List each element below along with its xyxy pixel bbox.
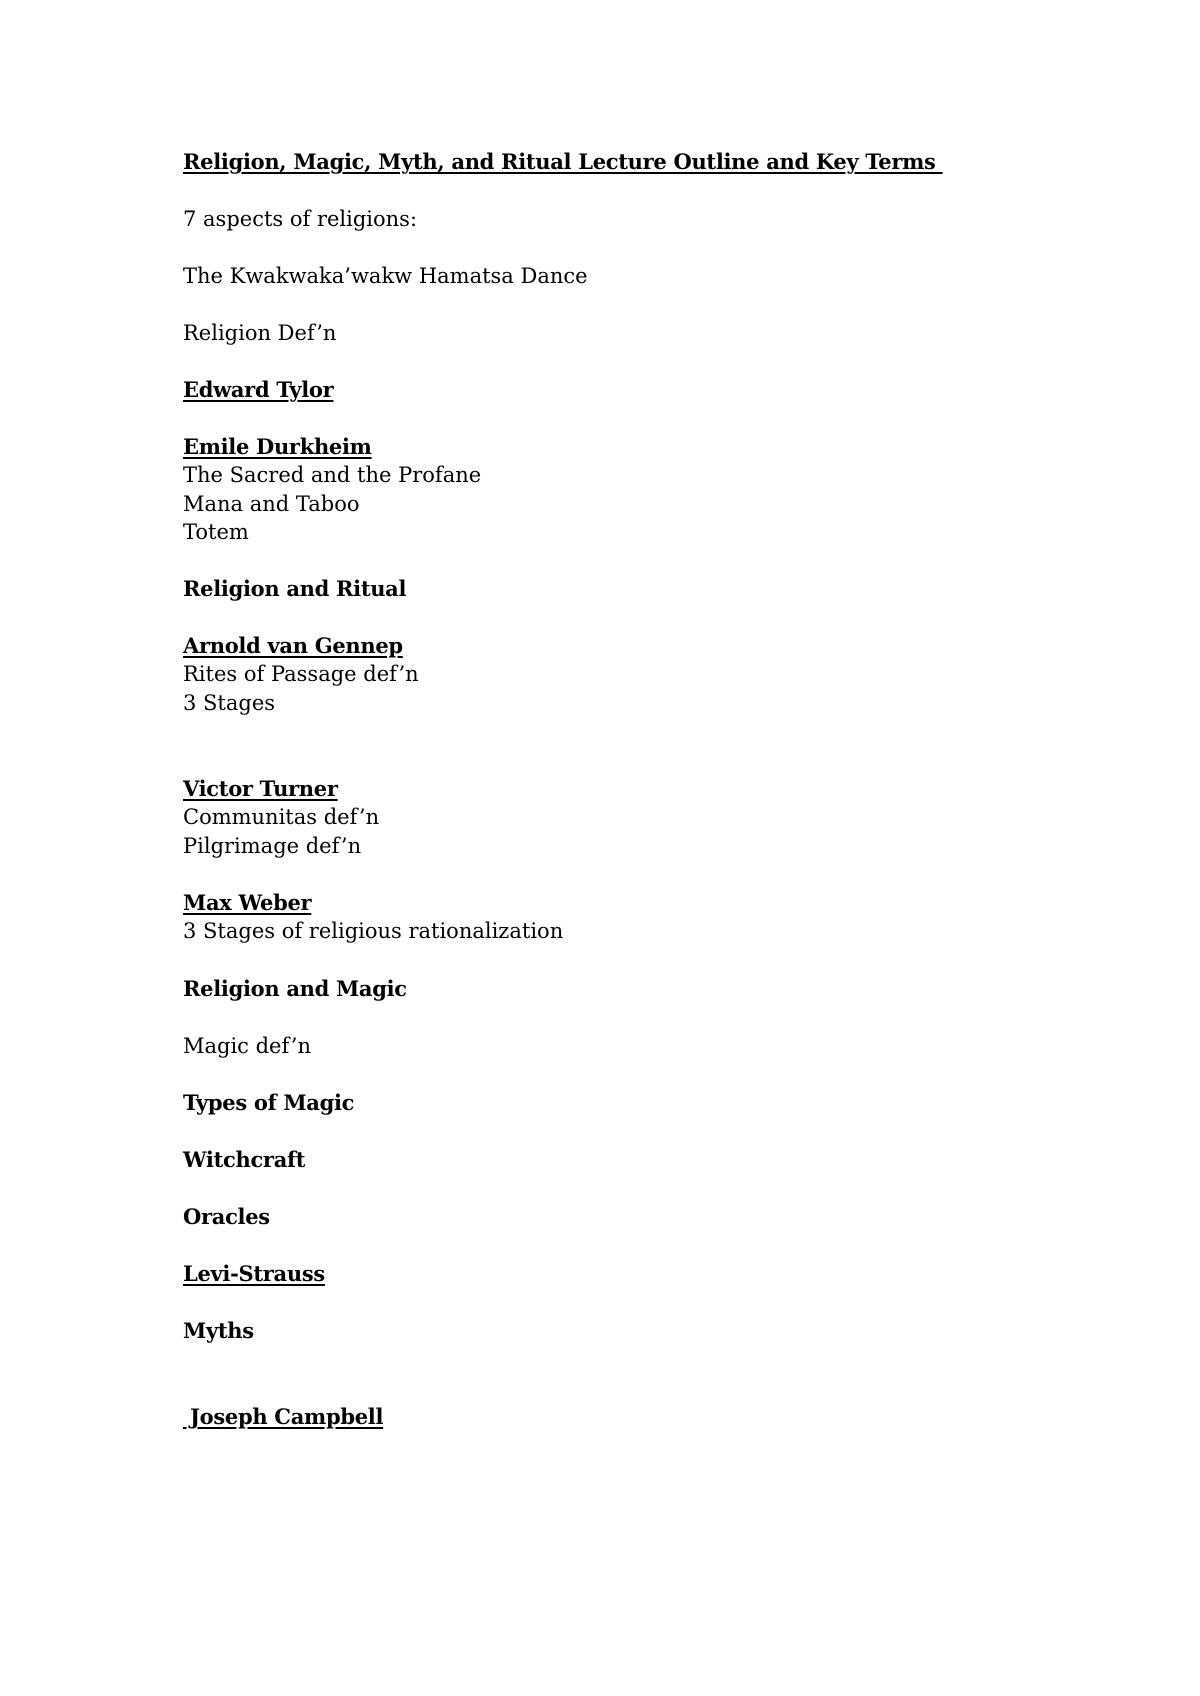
section-heading: Max Weber xyxy=(183,890,312,915)
text-line: Pilgrimage def’n xyxy=(183,834,362,858)
section-heading: Myths xyxy=(183,1318,254,1343)
text-line: Rites of Passage def’n xyxy=(183,662,419,686)
document-title: Religion, Magic, Myth, and Ritual Lecture Outline and Key Terms xyxy=(183,149,943,174)
section-heading: Edward Tylor xyxy=(183,377,334,402)
text-line: 3 Stages of religious rationalization xyxy=(183,919,564,943)
section-heading: Oracles xyxy=(183,1204,270,1229)
text-line: Mana and Taboo xyxy=(183,492,360,516)
section-heading: Victor Turner xyxy=(183,776,338,801)
text-line: Religion Def’n xyxy=(183,321,337,345)
text-line: Communitas def’n xyxy=(183,805,380,829)
section-heading: Arnold van Gennep xyxy=(183,633,403,658)
text-line: The Kwakwaka’wakw Hamatsa Dance xyxy=(183,264,588,288)
section-heading: Types of Magic xyxy=(183,1090,355,1115)
text-line: The Sacred and the Profane xyxy=(183,463,482,487)
text-line: 3 Stages xyxy=(183,691,276,715)
section-heading: Joseph Campbell xyxy=(183,1404,384,1429)
section-heading: Religion and Ritual xyxy=(183,576,407,601)
section-heading: Witchcraft xyxy=(183,1147,306,1172)
section-heading: Levi-Strauss xyxy=(183,1261,325,1286)
text-line: 7 aspects of religions: xyxy=(183,207,418,231)
text-line: Totem xyxy=(183,520,249,544)
text-line: Magic def’n xyxy=(183,1034,312,1058)
section-heading: Emile Durkheim xyxy=(183,434,372,459)
section-heading: Religion and Magic xyxy=(183,976,407,1001)
